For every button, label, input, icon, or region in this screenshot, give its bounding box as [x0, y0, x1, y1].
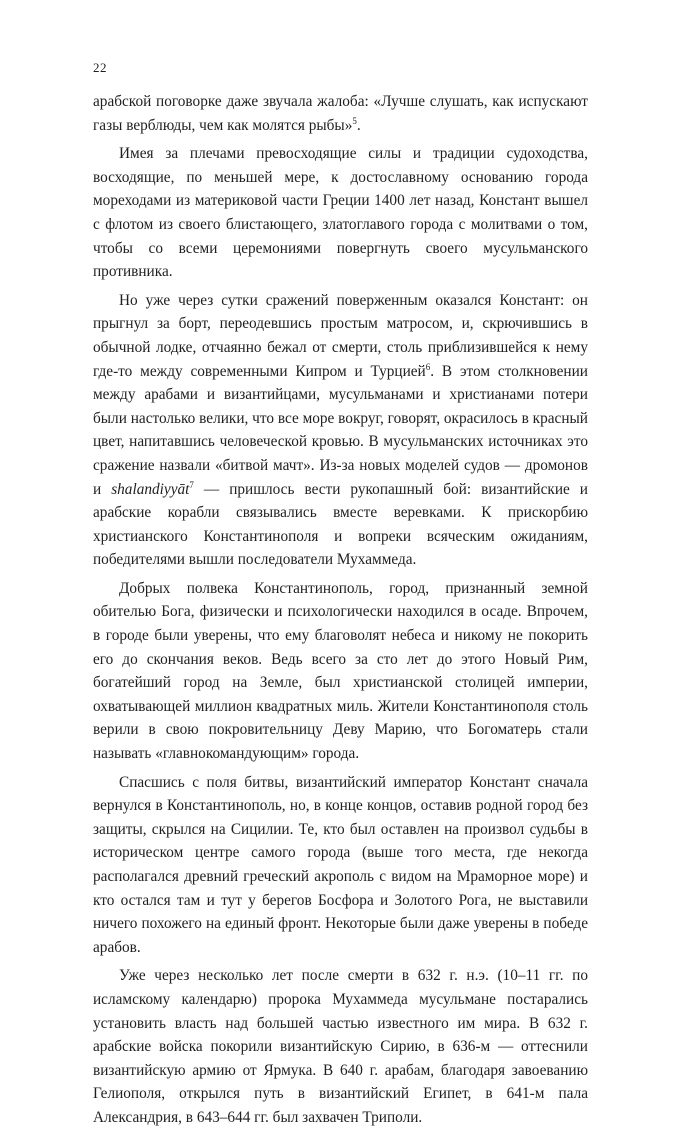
paragraph-text: арабской поговорке даже звучала жалоба: «Лучше слушать, как испускают газы верблюды, чем как молятся рыбы»: [93, 93, 588, 134]
paragraph-3: [93, 289, 588, 572]
paragraph-text: Уже через несколько лет после смерти в 632 г. н.э. (10–11 гг. по исламскому календарю) пророка Мухаммеда мусульмане постарались установить власть над большей частью известного им мира. В 632 г. арабские войска покорили византийскую Сирию, в 636-м — оттеснили византийскую армию от Ярмука. В 640 г. арабам, благодаря завоеванию Гелиополя, открылся путь в византийский Египет, в 641-м пала Александрия, в 643–644 гг. был захвачен Триполи.: [93, 967, 588, 1126]
paragraph-text: . В этом столкновении между арабами и византийцами, мусульманами и христианами потери были настолько велики, что все море вокруг, говорят, окрасилось в красный цвет, напитавшись человеческой кровью. В мусульманских источниках это сражение назвали «битвой мачт». Из-за новых моделей судов — дромонов и: [93, 362, 588, 498]
paragraph-4: [93, 577, 588, 766]
footnote-mark: 7: [189, 479, 194, 490]
paragraph-text: Спасшись с поля битвы, византийский император Констант сначала вернулся в Константинополь, но, в конце концов, оставив родной город без защиты, скрылся на Сицилии. Те, кто был оставлен на произвол судьбы в историческом центре самого города (выше того места, где некогда располагался древний греческий акрополь с видом на Мраморное море) и кто остался там и тут у берегов Босфора и Золотого Рога, не выставили ничего похожего на единый фронт. Некоторые были даже уверены в победе арабов.: [93, 773, 588, 956]
paragraph-text: Добрых полвека Константинополь, город, признанный земной обителью Бога, физически и психологически находился в осаде. Впрочем, в городе были уверены, что ему благоволят небеса и никому не покорить его до скончания веков. Ведь всего за сто лет до этого Новый Рим, богатейший город на Земле, был христианской столицей империи, охватывающей миллион квадратных миль. Жители Константинополя столь верили в свою покровительницу Деву Марию, что Богоматерь стали называть «главнокомандующим» города.: [93, 579, 588, 763]
paragraph-6: [93, 964, 588, 1129]
footnote-mark: 6: [425, 361, 431, 372]
body-text: [93, 90, 588, 1135]
italic-term: shalandiyyāt: [111, 480, 190, 498]
paragraph-text: — пришлось вести рукопашный бой: византийские и арабские корабли связывались вместе веревками. К прискорбию христианского Константинополя и вопреки всяческим ожиданиям, победителями вышли последователи Мухаммеда.: [93, 480, 588, 569]
paragraph-text: Имея за плечами превосходящие силы и традиции судоходства, восходящие, по меньшей мере, к достославному основанию города мореходами из материковой части Греции 1400 лет назад, Констант вышел с флотом из своего блистающего, златоглавого города с молитвами о том, чтобы со всеми церемониями повергнуть своего мусульманского противника.: [93, 145, 588, 281]
paragraph-5: [93, 771, 588, 960]
paragraph-1: арабской поговорке даже звучала жалоба: «Лучше слушать, как испускают газы верблюды, чем как молятся рыбы»$^5$.: [93, 93, 588, 134]
paragraph-text: Но уже через сутки сражений поверженным оказался Констант: он прыгнул за борт, переодевшись простым матросом, и, скрючившись в обычной лодке, отчаянно бежал от смерти, столь приблизившейся к нему где-то между современными Кипром и Турцией: [93, 291, 588, 380]
footnote-mark: 5: [352, 115, 357, 126]
page-number: 22: [93, 60, 107, 75]
paragraph-2: [93, 142, 588, 284]
